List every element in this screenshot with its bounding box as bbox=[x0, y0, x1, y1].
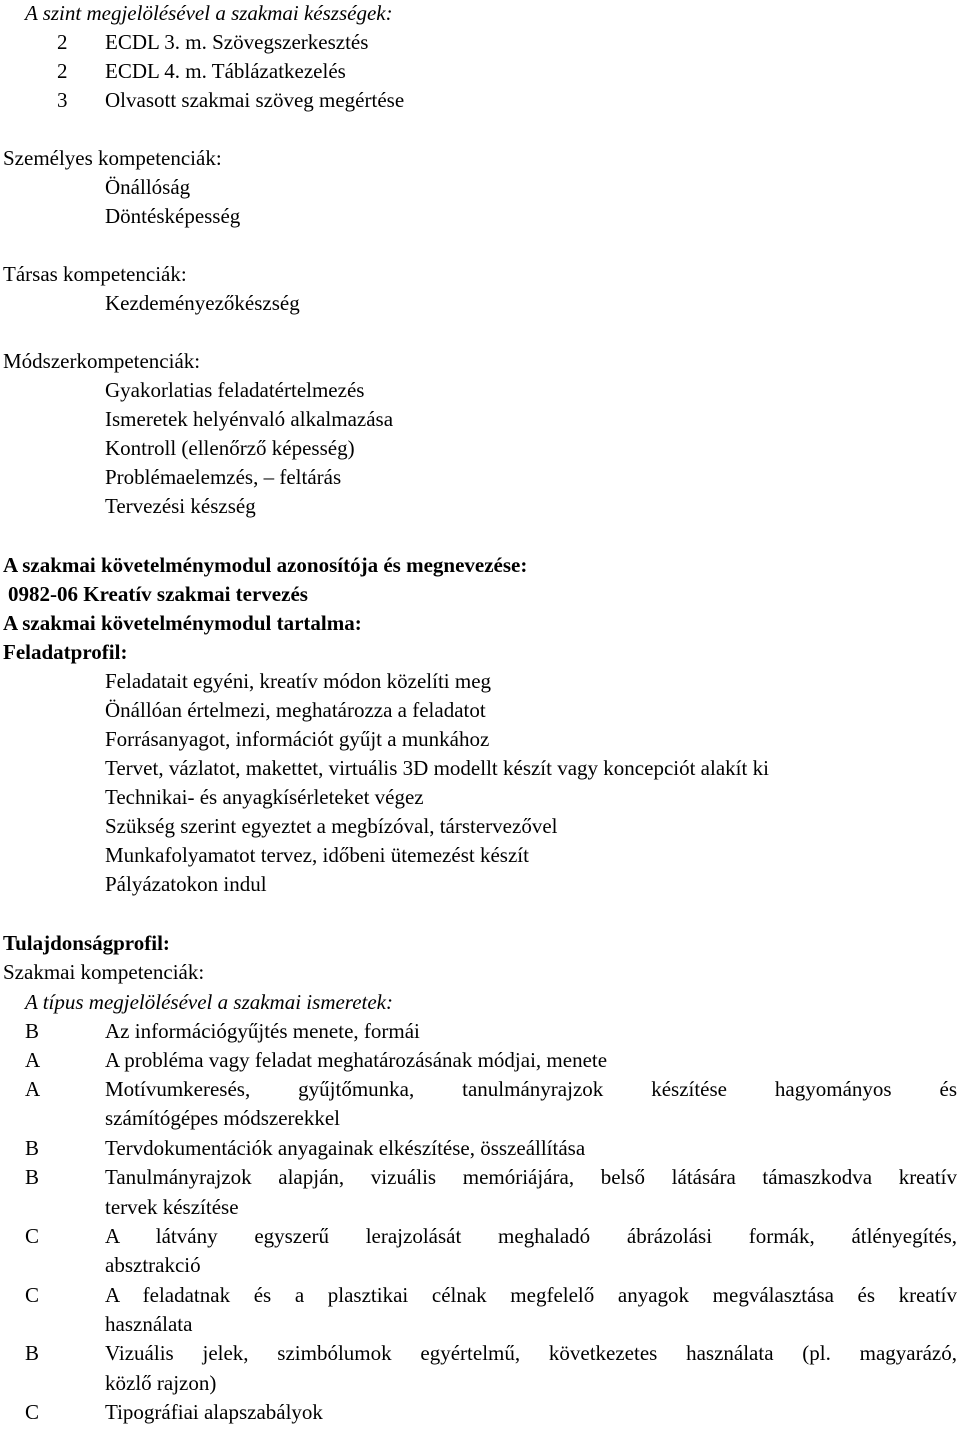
method-item: Tervezési készség bbox=[105, 494, 256, 518]
task-item: Pályázatokon indul bbox=[105, 872, 267, 896]
property-profile-title: Tulajdonságprofil: bbox=[3, 931, 170, 955]
knowledge-text-continued: számítógépes módszerekkel bbox=[105, 1106, 340, 1130]
knowledge-text: Tanulmányrajzok alapján, vizuális memóriájára, belső látására támaszkodva kreatív bbox=[105, 1165, 957, 1189]
module-id-title: A szakmai követelménymodul azonosítója és megnevezése: bbox=[3, 553, 528, 577]
module-id: 0982-06 Kreatív szakmai tervezés bbox=[8, 582, 308, 606]
knowledge-text-continued: közlő rajzon) bbox=[105, 1371, 217, 1395]
property-profile-subtitle: Szakmai kompetenciák: bbox=[3, 960, 205, 984]
knowledge-type: B bbox=[25, 1019, 40, 1043]
knowledge-text: A probléma vagy feladat meghatározásának módjai, menete bbox=[105, 1048, 608, 1072]
knowledge-header: A típus megjelölésével a szakmai ismeretek: bbox=[25, 990, 393, 1014]
knowledge-text: Vizuális jelek, szimbólumok egyértelmű, következetes használata (pl. magyarázó, bbox=[105, 1341, 957, 1365]
skill-text: Olvasott szakmai szöveg megértése bbox=[105, 88, 405, 112]
skills-header: A szint megjelölésével a szakmai készségek: bbox=[25, 1, 393, 25]
personal-title: Személyes kompetenciák: bbox=[3, 146, 222, 170]
knowledge-text: A feladatnak és a plasztikai célnak megfelelő anyagok megválasztása és kreatív bbox=[105, 1283, 957, 1307]
knowledge-type: B bbox=[25, 1136, 40, 1160]
knowledge-type: B bbox=[25, 1341, 40, 1365]
skill-level: 2 bbox=[57, 59, 68, 83]
knowledge-text-continued: tervek készítése bbox=[105, 1195, 239, 1219]
task-profile-title: Feladatprofil: bbox=[3, 640, 128, 664]
task-item: Forrásanyagot, információt gyűjt a munkához bbox=[105, 727, 490, 751]
personal-item: Döntésképesség bbox=[105, 204, 241, 228]
method-item: Kontroll (ellenőrző képesség) bbox=[105, 436, 355, 460]
knowledge-type: C bbox=[25, 1400, 40, 1424]
knowledge-type: C bbox=[25, 1283, 40, 1307]
method-item: Problémaelemzés, – feltárás bbox=[105, 465, 342, 489]
knowledge-type: A bbox=[25, 1077, 41, 1101]
knowledge-text: Motívumkeresés, gyűjtőmunka, tanulmányrajzok készítése hagyományos és bbox=[105, 1077, 957, 1101]
personal-item: Önállóság bbox=[105, 175, 191, 199]
task-item: Tervet, vázlatot, makettet, virtuális 3D modellt készít vagy koncepciót alakít ki bbox=[105, 756, 769, 780]
knowledge-text: A látvány egyszerű lerajzolását meghaladó ábrázolási formák, átlényegítés, bbox=[105, 1224, 957, 1248]
method-item: Gyakorlatias feladatértelmezés bbox=[105, 378, 365, 402]
knowledge-type: C bbox=[25, 1224, 40, 1248]
knowledge-text: Tervdokumentációk anyagainak elkészítése, összeállítása bbox=[105, 1136, 586, 1160]
task-item: Munkafolyamatot tervez, időbeni ütemezést készít bbox=[105, 843, 529, 867]
task-item: Önállóan értelmezi, meghatározza a feladatot bbox=[105, 698, 486, 722]
knowledge-text: Az információgyűjtés menete, formái bbox=[105, 1019, 420, 1043]
method-title: Módszerkompetenciák: bbox=[3, 349, 201, 373]
task-item: Feladatait egyéni, kreatív módon közelíti meg bbox=[105, 669, 492, 693]
method-item: Ismeretek helyénvaló alkalmazása bbox=[105, 407, 394, 431]
knowledge-type: A bbox=[25, 1048, 41, 1072]
skill-text: ECDL 4. m. Táblázatkezelés bbox=[105, 59, 346, 83]
knowledge-text-continued: absztrakció bbox=[105, 1253, 201, 1277]
skill-level: 3 bbox=[57, 88, 68, 112]
module-content-title: A szakmai követelménymodul tartalma: bbox=[3, 611, 362, 635]
social-title: Társas kompetenciák: bbox=[3, 262, 187, 286]
knowledge-text-continued: használata bbox=[105, 1312, 193, 1336]
social-item: Kezdeményezőkészség bbox=[105, 291, 300, 315]
knowledge-text: Tipográfiai alapszabályok bbox=[105, 1400, 323, 1424]
skill-level: 2 bbox=[57, 30, 68, 54]
skill-text: ECDL 3. m. Szövegszerkesztés bbox=[105, 30, 369, 54]
knowledge-type: B bbox=[25, 1165, 40, 1189]
task-item: Szükség szerint egyeztet a megbízóval, társtervezővel bbox=[105, 814, 558, 838]
task-item: Technikai- és anyagkísérleteket végez bbox=[105, 785, 424, 809]
